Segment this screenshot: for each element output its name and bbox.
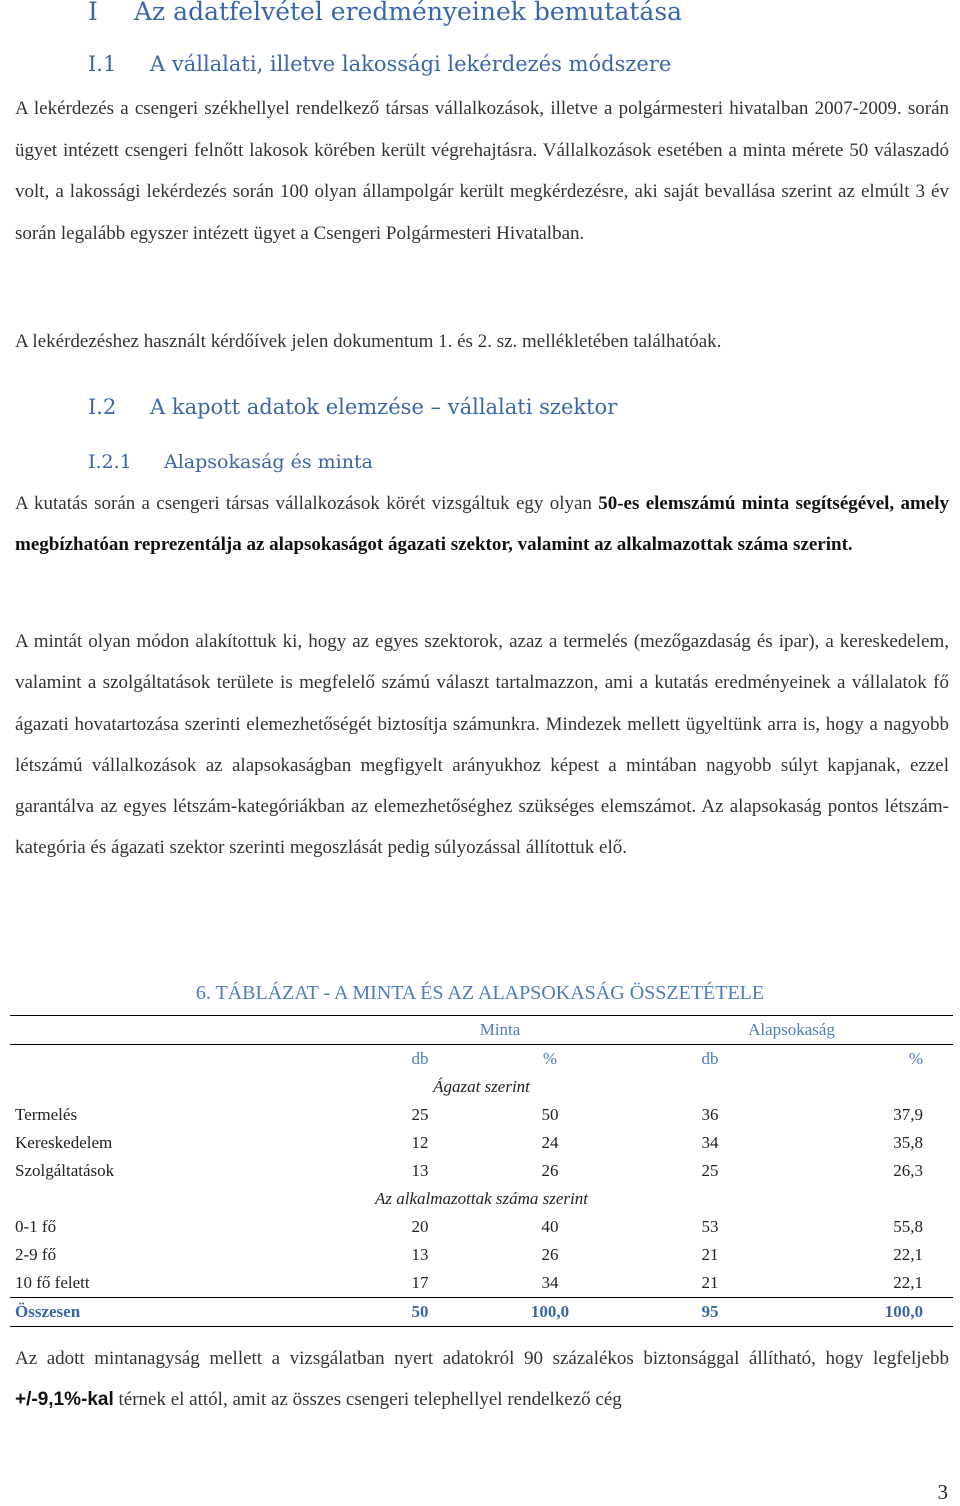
- col-header-pct: %: [908, 1049, 923, 1068]
- cell-alap-db: 21: [701, 1273, 719, 1292]
- paragraph-sample: [15, 483, 949, 566]
- table-section-row: [10, 1073, 953, 1101]
- chapter-title: Az adatfelvétel eredményeinek bemutatása: [134, 0, 683, 26]
- table-total-row: [10, 1298, 953, 1327]
- paragraph-sample-text: A kutatás során a csengeri társas vállalkozások körét vizsgáltuk egy olyan: [15, 493, 599, 514]
- group-header-minta: Minta: [479, 1020, 521, 1039]
- cell-alap-pct: 26,3: [893, 1161, 923, 1180]
- cell-alap-db: 21: [701, 1245, 719, 1264]
- table-caption: 6. TÁBLÁZAT - A MINTA ÉS AZ ALAPSOKASÁG ÖSSZETÉTELE: [195, 982, 765, 1004]
- group-header-alapsokasag: Alapsokaság: [748, 1020, 835, 1039]
- table-section-row: [10, 1185, 953, 1213]
- table-group-header-row: [10, 1016, 953, 1045]
- total-label: Összesen: [15, 1302, 81, 1321]
- sample-composition-table: [10, 1015, 953, 1327]
- cell-alap-db: 53: [701, 1217, 719, 1236]
- cell-alap-db: 36: [701, 1105, 719, 1124]
- subsection-title: Alapsokaság és minta: [164, 451, 373, 473]
- row-label: Szolgáltatások: [15, 1161, 115, 1180]
- table-row: [10, 1101, 953, 1129]
- paragraph-sampling-method: A mintát olyan módon alakítottuk ki, hogy az egyes szektorok, azaz a termelés (mezőgazdaság és ipar), a kereskedelem, valamint a szolgáltatások területe is megfelelő számú választ tartalmazzon, ami a kutatás eredményeinek a vállalatok fő ágazati hovatartozása szerinti elemezhetőségét biztosítja számunkra. Mindezek mellett ügyeltünk arra is, hogy a nagyobb létszámú vállalkozások az alapsokaságban megfigyelt arányukhoz képest a mintában nagyobb súlyt kapjanak, ezzel garantálva az egyes létszám-kategóriákban az elemezhetőséghez szükséges elemszámot. Az alapsokaság pontos létszám-kategória és ágazati szektor szerinti megoszlását pedig súlyozással állítottuk elő.: [15, 631, 949, 859]
- col-header-pct: %: [542, 1049, 558, 1068]
- cell-minta-db: 13: [411, 1161, 429, 1180]
- cell-alap-db: 25: [701, 1161, 719, 1180]
- paragraph-intro: A lekérdezés a csengeri székhellyel rendelkező társas vállalkozások, illetve a polgármesteri hivatalban 2007-2009. során ügyet intézett csengeri felnőtt lakosok körében került végrehajtásra. Vállalkozások esetében a minta mérete 50 válaszadó volt, a lakossági lekérdezés során 100 olyan állampolgár került megkérdezésre, aki saját bevallása szerint az elmúlt 3 év során legalább egyszer intézett ügyet a Csengeri Polgármesteri Hivatalban.: [15, 98, 949, 244]
- total-alap-db: 95: [701, 1302, 719, 1321]
- table-column-header-row: [10, 1045, 953, 1074]
- confidence-margin: +/-9,1%-kal: [15, 1389, 114, 1411]
- confidence-text-b: térnek el attól, amit az összes csengeri telephellyel rendelkező cég: [113, 1389, 622, 1411]
- cell-alap-pct: 35,8: [893, 1133, 923, 1152]
- col-header-db: db: [701, 1049, 719, 1068]
- total-minta-db: 50: [411, 1302, 429, 1321]
- cell-minta-pct: 34: [541, 1273, 559, 1292]
- paragraph-sample-bold: 50-es elemszámú minta segítségével, amely megbízhatóan reprezentálja az alapsokaságot ágazati szektor, valamint az alkalmazottak száma szerint.: [15, 493, 949, 556]
- cell-minta-pct: 40: [541, 1217, 559, 1236]
- row-label: 10 fő felett: [15, 1273, 90, 1292]
- cell-minta-pct: 26: [541, 1161, 559, 1180]
- row-label: 0-1 fő: [15, 1217, 57, 1236]
- row-label: Kereskedelem: [15, 1133, 113, 1152]
- chapter-heading: [88, 0, 682, 26]
- cell-alap-pct: 22,1: [893, 1245, 923, 1264]
- row-label: Termelés: [15, 1105, 78, 1124]
- cell-minta-db: 25: [411, 1105, 429, 1124]
- cell-alap-pct: 37,9: [893, 1105, 923, 1124]
- table-row: [10, 1157, 953, 1185]
- row-label: 2-9 fő: [15, 1245, 57, 1264]
- cell-minta-pct: 24: [541, 1133, 559, 1152]
- chapter-number: I: [88, 0, 98, 26]
- table-row: [10, 1129, 953, 1157]
- section-title: A kapott adatok elemzése – vállalati szektor: [150, 395, 618, 419]
- subsection-heading: [88, 451, 373, 473]
- section-label-staff: Az alkalmazottak száma szerint: [375, 1189, 588, 1208]
- cell-alap-db: 34: [701, 1133, 719, 1152]
- subsection-number: I.2.1: [88, 451, 132, 473]
- section-heading-2: [88, 395, 617, 419]
- paragraph-questionnaires: A lekérdezéshez használt kérdőívek jelen dokumentum 1. és 2. sz. mellékletében találhatóak.: [15, 331, 722, 352]
- page-number: 3: [937, 1480, 948, 1504]
- cell-minta-db: 20: [411, 1217, 429, 1236]
- section-number: I.2: [88, 395, 117, 419]
- cell-minta-db: 12: [411, 1133, 429, 1152]
- cell-minta-pct: 26: [541, 1245, 559, 1264]
- total-alap-pct: 100,0: [884, 1302, 923, 1321]
- table-row: [10, 1241, 953, 1269]
- col-header-db: db: [411, 1049, 429, 1068]
- total-minta-pct: 100,0: [530, 1302, 570, 1321]
- section-label-sector: Ágazat szerint: [433, 1077, 530, 1096]
- confidence-text-a: Az adott mintanagyság mellett a vizsgálatban nyert adatokról 90 százalékos biztonsággal állítható, hogy legfeljebb: [15, 1348, 949, 1369]
- cell-alap-pct: 55,8: [893, 1217, 923, 1236]
- cell-alap-pct: 22,1: [893, 1273, 923, 1292]
- section-heading-1: [88, 52, 671, 76]
- section-number: I.1: [88, 52, 117, 76]
- cell-minta-db: 17: [411, 1273, 429, 1292]
- cell-minta-db: 13: [411, 1245, 429, 1264]
- paragraph-confidence: [15, 1338, 949, 1421]
- cell-minta-pct: 50: [541, 1105, 559, 1124]
- section-title: A vállalati, illetve lakossági lekérdezés módszere: [150, 52, 672, 76]
- table-row: [10, 1213, 953, 1241]
- table-row: [10, 1269, 953, 1298]
